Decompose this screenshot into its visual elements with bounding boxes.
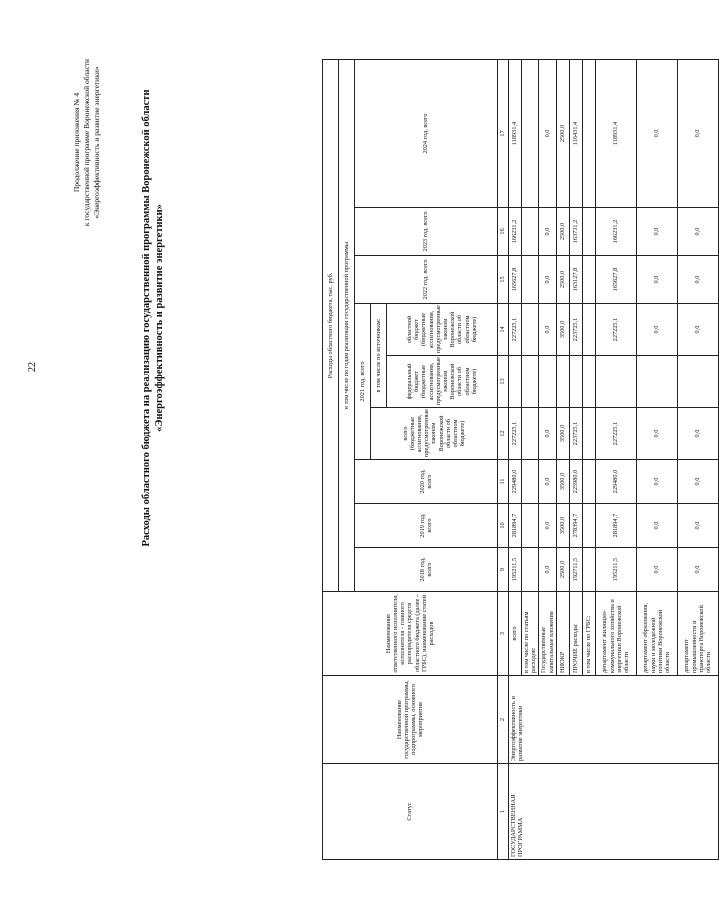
row-label: в том числе по статьям расходов: xyxy=(522,592,539,676)
value-cell: 229480,0 xyxy=(509,460,522,504)
value-cell: 163127,8 xyxy=(569,256,582,304)
header-2023: 2023 год, всего xyxy=(355,208,498,256)
value-cell: 281894,7 xyxy=(595,504,636,548)
value-cell xyxy=(522,59,539,207)
value-cell: 278394,7 xyxy=(569,504,582,548)
header-2021: 2021 год, всего xyxy=(355,304,371,460)
title-line-1: Расходы областного бюджета на реализацию государственной программы Воронежской области xyxy=(141,89,152,547)
value-cell: 0,0 xyxy=(677,208,718,256)
header-2021-regional: областной бюджет (бюджетные ассигнования, предусмотренные законом Воронежской области об областном бюджете) xyxy=(387,304,498,356)
header-budget-group: Расходы областного бюджета, тыс. руб. xyxy=(323,59,339,591)
header-2020: 2020 год, всего xyxy=(355,460,498,504)
column-number: 15 xyxy=(498,256,509,304)
header-2018: 2018 год, всего xyxy=(355,548,498,592)
row-label: в том числе по ГРБС: xyxy=(582,592,595,676)
value-cell: 3500,0 xyxy=(556,408,569,460)
program-name-cell: Энергоэффективность и развитие энергетики xyxy=(509,676,719,764)
column-number-row xyxy=(498,59,509,859)
document-title xyxy=(140,38,166,598)
value-cell: 0,0 xyxy=(539,59,556,207)
value-cell: 166231,2 xyxy=(595,208,636,256)
column-number: 9 xyxy=(498,548,509,592)
column-number: 17 xyxy=(498,59,509,207)
value-cell: 223725,1 xyxy=(569,408,582,460)
header-executor: Наименование ответственного исполнителя, исполнителя - главного распорядителя средств областного бюджета (далее - ГРБС), наименование статей расходов xyxy=(323,592,498,676)
value-cell xyxy=(582,356,595,408)
value-cell xyxy=(569,356,582,408)
value-cell: 0,0 xyxy=(636,460,677,504)
value-cell: 0,0 xyxy=(539,256,556,304)
value-cell: 0,0 xyxy=(677,304,718,356)
value-cell: 116431,4 xyxy=(569,59,582,207)
row-label: департамент жилищно-коммунального хозяйства и энергетики Воронежской области xyxy=(595,592,636,676)
value-cell: 0,0 xyxy=(636,59,677,207)
value-cell xyxy=(522,256,539,304)
value-cell xyxy=(522,208,539,256)
column-number: 10 xyxy=(498,504,509,548)
header-program-period: в том числе по годам реализации государственной программы xyxy=(339,59,355,591)
value-cell xyxy=(636,356,677,408)
value-cell: 0,0 xyxy=(636,208,677,256)
value-cell: 0,0 xyxy=(677,256,718,304)
value-cell xyxy=(522,548,539,592)
value-cell: 2500,0 xyxy=(556,256,569,304)
value-cell: 0,0 xyxy=(677,59,718,207)
value-cell: 163731,2 xyxy=(569,208,582,256)
value-cell: 2500,0 xyxy=(556,548,569,592)
row-label: ПРОЧИЕ расходы xyxy=(569,592,582,676)
value-cell: 195211,5 xyxy=(595,548,636,592)
value-cell: 0,0 xyxy=(636,304,677,356)
value-cell: 0,0 xyxy=(677,408,718,460)
value-cell: 0,0 xyxy=(539,304,556,356)
value-cell xyxy=(582,304,595,356)
title-line-2: «Энергоэффективность и развитие энергетики» xyxy=(154,204,165,432)
value-cell xyxy=(582,504,595,548)
header-2024: 2024 год, всего xyxy=(355,59,498,207)
value-cell xyxy=(522,304,539,356)
value-cell: 165627,8 xyxy=(509,256,522,304)
column-number: 14 xyxy=(498,304,509,356)
value-cell xyxy=(582,460,595,504)
value-cell xyxy=(522,356,539,408)
value-cell: 166231,2 xyxy=(509,208,522,256)
appendix-note xyxy=(72,40,102,245)
budget-table xyxy=(322,59,719,860)
value-cell: 0,0 xyxy=(539,408,556,460)
header-program-name: Наименование государственной программы, подпрограммы, основного мероприятия xyxy=(323,676,498,764)
value-cell: 227225,1 xyxy=(595,408,636,460)
value-cell: 227225,1 xyxy=(509,408,522,460)
column-number: 11 xyxy=(498,460,509,504)
value-cell: 3500,0 xyxy=(556,304,569,356)
value-cell: 225980,0 xyxy=(569,460,582,504)
value-cell xyxy=(582,408,595,460)
column-number: 2 xyxy=(498,676,509,764)
row-label: Государственные капитальные вложения xyxy=(539,592,556,676)
value-cell xyxy=(677,356,718,408)
value-cell: 0,0 xyxy=(636,256,677,304)
column-number: 16 xyxy=(498,208,509,256)
value-cell: 118931,4 xyxy=(595,59,636,207)
value-cell xyxy=(522,504,539,548)
value-cell: 0,0 xyxy=(677,548,718,592)
row-label: всего xyxy=(509,592,522,676)
value-cell: 3500,0 xyxy=(556,504,569,548)
value-cell: 0,0 xyxy=(636,504,677,548)
value-cell: 0,0 xyxy=(677,504,718,548)
value-cell: 2500,0 xyxy=(556,208,569,256)
value-cell: 227225,1 xyxy=(509,304,522,356)
value-cell xyxy=(582,548,595,592)
value-cell xyxy=(595,356,636,408)
row-label: департамент промышленности и транспорта Воронежской области xyxy=(677,592,718,676)
value-cell: 0,0 xyxy=(539,504,556,548)
appendix-line-2: к государственной программе Воронежской области xyxy=(82,58,91,227)
row-label: НИОКР xyxy=(556,592,569,676)
value-cell: 281894,7 xyxy=(509,504,522,548)
status-cell: ГОСУДАРСТВЕННАЯ ПРОГРАММА xyxy=(509,764,719,860)
header-2019: 2019 год, всего xyxy=(355,504,498,548)
value-cell: 118931,4 xyxy=(509,59,522,207)
table-row xyxy=(509,59,522,859)
value-cell xyxy=(582,256,595,304)
value-cell: 3500,0 xyxy=(556,460,569,504)
header-2021-sources: в том числе по источникам: xyxy=(371,304,387,408)
value-cell xyxy=(582,208,595,256)
value-cell: 195211,5 xyxy=(509,548,522,592)
value-cell xyxy=(556,356,569,408)
value-cell: 0,0 xyxy=(539,460,556,504)
value-cell: 229480,0 xyxy=(595,460,636,504)
row-label: департамент образования, науки и молодежной политики Воронежской области xyxy=(636,592,677,676)
value-cell: 0,0 xyxy=(539,208,556,256)
column-number: 12 xyxy=(498,408,509,460)
value-cell xyxy=(509,356,522,408)
page-number: 22 xyxy=(27,362,38,372)
budget-table-container xyxy=(322,60,713,860)
value-cell: 0,0 xyxy=(636,408,677,460)
value-cell: 2500,0 xyxy=(556,59,569,207)
header-2021-federal: федеральный бюджет (бюджетные ассигнования, предусмотренные законом Воронежской области об областном бюджете) xyxy=(387,356,498,408)
value-cell: 165627,8 xyxy=(595,256,636,304)
value-cell: 227225,1 xyxy=(595,304,636,356)
value-cell: 0,0 xyxy=(539,548,556,592)
header-status: Статус xyxy=(323,764,498,860)
value-cell: 0,0 xyxy=(677,460,718,504)
value-cell: 223725,1 xyxy=(569,304,582,356)
value-cell xyxy=(522,408,539,460)
appendix-line-1: Продолжение приложения № 4 xyxy=(72,92,81,193)
value-cell xyxy=(539,356,556,408)
value-cell xyxy=(582,59,595,207)
value-cell: 0,0 xyxy=(636,548,677,592)
value-cell: 192711,5 xyxy=(569,548,582,592)
column-number: 3 xyxy=(498,592,509,676)
header-2022: 2022 год, всего xyxy=(355,256,498,304)
header-2021-total: всего (бюджетные ассигнования, предусмотренные законом Воронежской области об областном бюджете) xyxy=(371,408,498,460)
column-number: 13 xyxy=(498,356,509,408)
column-number: 1 xyxy=(498,764,509,860)
appendix-line-3: «Энергоэффективность и развитие энергетики» xyxy=(92,66,101,219)
value-cell xyxy=(522,460,539,504)
